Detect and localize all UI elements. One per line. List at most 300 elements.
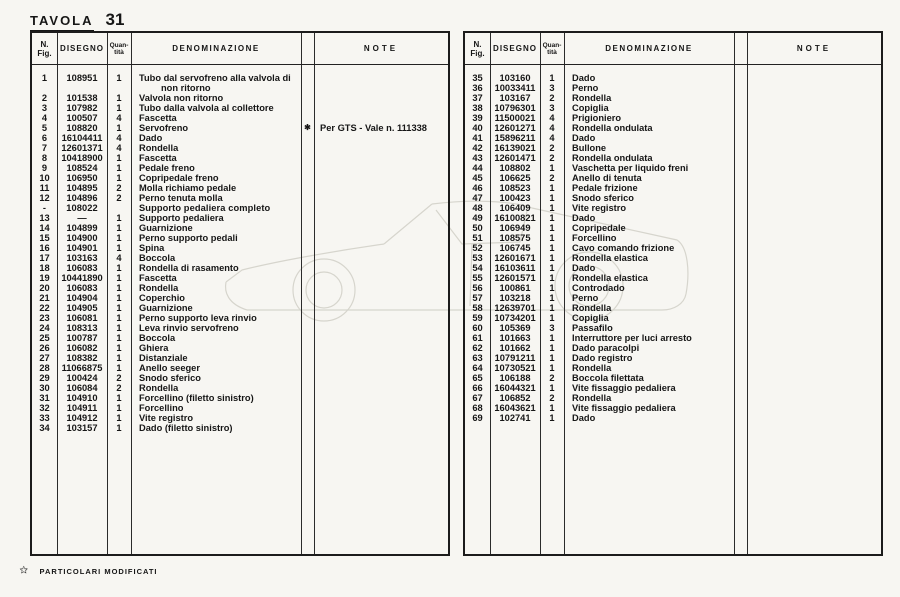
note-cell xyxy=(747,243,881,253)
disegno-cell: 101538 xyxy=(66,93,98,103)
qty-cell: 1 xyxy=(116,263,122,273)
table-row xyxy=(32,403,448,413)
header-disegno: DISEGNO xyxy=(60,44,104,53)
table-row xyxy=(465,143,881,153)
qty-cell: 1 xyxy=(549,263,555,273)
denominazione-cell: Interruttore per luci arresto xyxy=(572,333,692,343)
table-row xyxy=(465,223,881,233)
note-cell xyxy=(314,253,448,263)
table-row xyxy=(465,233,881,243)
qty-cell: 2 xyxy=(549,153,555,163)
note-cell xyxy=(747,413,881,423)
table-row xyxy=(32,163,448,173)
fig-cell: 30 xyxy=(39,383,50,393)
disegno-cell: 103160 xyxy=(499,73,531,83)
disegno-cell: 100507 xyxy=(66,113,98,123)
note-marker-cell xyxy=(301,113,314,123)
note-marker-cell xyxy=(734,163,747,173)
note-cell xyxy=(314,363,448,373)
qty-cell: 3 xyxy=(549,323,555,333)
denominazione-cell: Passafilo xyxy=(572,323,613,333)
qty-cell: 1 xyxy=(549,333,555,343)
qty-cell: 1 xyxy=(549,383,555,393)
fig-cell: 49 xyxy=(472,213,483,223)
parts-table-right xyxy=(463,31,883,556)
fig-cell: 63 xyxy=(472,353,483,363)
table-row xyxy=(465,263,881,273)
note-marker-cell xyxy=(734,403,747,413)
note-cell xyxy=(747,93,881,103)
fig-cell: 24 xyxy=(39,323,50,333)
disegno-cell: 106084 xyxy=(66,383,98,393)
fig-cell: 38 xyxy=(472,103,483,113)
disegno-cell: 12601671 xyxy=(494,253,536,263)
table-row xyxy=(32,133,448,143)
table-row xyxy=(32,393,448,403)
disegno-cell: 104895 xyxy=(66,183,98,193)
table-row xyxy=(465,403,881,413)
footnote-text: PARTICOLARI MODIFICATI xyxy=(39,567,158,576)
fig-cell: 65 xyxy=(472,373,483,383)
note-marker-cell xyxy=(734,233,747,243)
qty-cell: 1 xyxy=(549,213,555,223)
disegno-cell: 12601271 xyxy=(494,123,536,133)
fig-cell: 22 xyxy=(39,303,50,313)
note-marker-cell xyxy=(734,343,747,353)
denominazione-cell: Dado xyxy=(572,263,596,273)
fig-cell: 39 xyxy=(472,113,483,123)
header-disegno: DISEGNO xyxy=(493,44,537,53)
table-row xyxy=(32,243,448,253)
fig-cell: 36 xyxy=(472,83,483,93)
table-row xyxy=(465,243,881,253)
note-cell xyxy=(314,193,448,203)
denominazione-cell: Valvola non ritorno xyxy=(139,93,224,103)
qty-cell: 4 xyxy=(116,143,122,153)
fig-cell: 51 xyxy=(472,233,483,243)
denominazione-cell: Cavo comando frizione xyxy=(572,243,675,253)
disegno-cell: 104910 xyxy=(66,393,98,403)
qty-cell: 1 xyxy=(116,303,122,313)
note-cell xyxy=(314,153,448,163)
disegno-cell: 10791211 xyxy=(494,353,536,363)
table-row xyxy=(32,203,448,213)
fig-cell: 41 xyxy=(472,133,483,143)
disegno-cell: 106082 xyxy=(66,343,98,353)
note-cell xyxy=(314,183,448,193)
disegno-cell: 10796301 xyxy=(494,103,536,113)
denominazione-cell: Rondella di rasamento xyxy=(139,263,239,273)
fig-cell: 45 xyxy=(472,173,483,183)
fig-cell: - xyxy=(42,203,47,213)
note-cell xyxy=(747,323,881,333)
fig-cell: 15 xyxy=(39,233,50,243)
note-marker-cell xyxy=(734,253,747,263)
qty-cell: 1 xyxy=(116,103,122,113)
table-row xyxy=(32,353,448,363)
disegno-cell: 16104411 xyxy=(61,133,103,143)
note-marker-cell xyxy=(301,163,314,173)
note-marker-cell xyxy=(301,383,314,393)
table-row xyxy=(465,193,881,203)
note-marker-cell xyxy=(734,303,747,313)
note-cell xyxy=(314,343,448,353)
disegno-cell: 100787 xyxy=(66,333,98,343)
note-marker-cell: ✱ xyxy=(304,123,311,132)
disegno-cell: 108575 xyxy=(499,233,531,243)
note-cell xyxy=(747,183,881,193)
qty-cell: 1 xyxy=(116,323,122,333)
note-cell xyxy=(314,163,448,173)
disegno-cell: 102741 xyxy=(499,413,531,423)
note-cell xyxy=(314,413,448,423)
disegno-cell: 103163 xyxy=(66,253,98,263)
note-marker-cell xyxy=(734,83,747,93)
disegno-cell: 103157 xyxy=(66,423,98,433)
note-cell xyxy=(747,123,881,133)
note-marker-cell xyxy=(734,73,747,83)
denominazione-cell: Rondella xyxy=(139,143,179,153)
qty-cell: 1 xyxy=(116,233,122,243)
table-row xyxy=(32,223,448,233)
qty-cell: 1 xyxy=(116,393,122,403)
denominazione-cell: Fascetta xyxy=(139,113,177,123)
fig-cell: 57 xyxy=(472,293,483,303)
note-cell xyxy=(747,213,881,223)
table-row xyxy=(32,73,448,93)
table-row xyxy=(465,213,881,223)
denominazione-cell: Rondella xyxy=(139,383,179,393)
denominazione-cell: Rondella elastica xyxy=(572,253,648,263)
qty-cell: 1 xyxy=(116,173,122,183)
header-quantita: Quan- tità xyxy=(109,41,129,56)
note-marker-cell xyxy=(734,263,747,273)
qty-cell: 2 xyxy=(116,193,122,203)
header-quantita: Quan- tità xyxy=(542,41,562,56)
qty-cell: 4 xyxy=(549,123,555,133)
disegno-cell: 104905 xyxy=(66,303,98,313)
qty-cell: 1 xyxy=(549,363,555,373)
note-cell xyxy=(747,143,881,153)
note-cell xyxy=(747,343,881,353)
table-row xyxy=(32,293,448,303)
fig-cell: 53 xyxy=(472,253,483,263)
disegno-cell: 107982 xyxy=(66,103,98,113)
qty-cell: 1 xyxy=(549,163,555,173)
denominazione-cell: Guarnizione xyxy=(139,223,193,233)
disegno-cell: 106188 xyxy=(499,373,531,383)
disegno-cell: 108951 xyxy=(66,73,98,83)
note-cell xyxy=(314,133,448,143)
table-row xyxy=(32,413,448,423)
denominazione-cell: Forcellino (filetto sinistro) xyxy=(139,393,254,403)
denominazione-cell: Anello seeger xyxy=(139,363,200,373)
note-marker-cell xyxy=(301,213,314,223)
fig-cell: 59 xyxy=(472,313,483,323)
disegno-cell: 105369 xyxy=(499,323,531,333)
fig-cell: 31 xyxy=(39,393,50,403)
note-marker-cell xyxy=(301,193,314,203)
qty-cell: 2 xyxy=(549,393,555,403)
table-row xyxy=(465,303,881,313)
table-row xyxy=(32,383,448,393)
fig-cell: 69 xyxy=(472,413,483,423)
note-cell xyxy=(314,283,448,293)
table-row xyxy=(465,253,881,263)
table-row xyxy=(32,273,448,283)
table-row xyxy=(32,343,448,353)
disegno-cell: 11066875 xyxy=(61,363,103,373)
note-cell xyxy=(747,383,881,393)
qty-cell: 1 xyxy=(549,223,555,233)
fig-cell: 25 xyxy=(39,333,50,343)
disegno-cell: 101663 xyxy=(499,333,531,343)
denominazione-cell: Dado (filetto sinistro) xyxy=(139,423,233,433)
note-cell xyxy=(314,383,448,393)
note-marker-cell xyxy=(734,283,747,293)
fig-cell: 66 xyxy=(472,383,483,393)
note-cell xyxy=(314,263,448,273)
note-cell xyxy=(314,203,448,213)
fig-cell: 16 xyxy=(39,243,50,253)
note-marker-cell xyxy=(301,323,314,333)
note-marker-cell xyxy=(301,403,314,413)
note-cell xyxy=(747,133,881,143)
note-marker-cell xyxy=(734,313,747,323)
qty-cell: 1 xyxy=(549,413,555,423)
header-fig: N. Fig. xyxy=(470,39,485,58)
table-row xyxy=(465,103,881,113)
fig-cell: 20 xyxy=(39,283,50,293)
note-marker-cell xyxy=(734,173,747,183)
disegno-cell: 100424 xyxy=(66,373,98,383)
note-cell xyxy=(747,193,881,203)
fig-cell: 10 xyxy=(39,173,50,183)
fig-cell: 18 xyxy=(39,263,50,273)
disegno-cell: 106083 xyxy=(66,283,98,293)
fig-cell: 62 xyxy=(472,343,483,353)
qty-cell: 4 xyxy=(116,253,122,263)
qty-cell: 1 xyxy=(116,353,122,363)
qty-cell: 1 xyxy=(116,313,122,323)
note-marker-cell xyxy=(734,193,747,203)
table-row xyxy=(32,113,448,123)
note-marker-cell xyxy=(301,313,314,323)
fig-cell: 14 xyxy=(39,223,50,233)
note-marker-cell xyxy=(301,223,314,233)
denominazione-cell: Anello di tenuta xyxy=(572,173,642,183)
table-row xyxy=(32,103,448,113)
qty-cell: 1 xyxy=(116,413,122,423)
fig-cell: 68 xyxy=(472,403,483,413)
qty-cell: 2 xyxy=(549,93,555,103)
note-cell xyxy=(747,173,881,183)
table-row xyxy=(465,183,881,193)
disegno-cell: 16043621 xyxy=(494,403,536,413)
note-cell xyxy=(747,83,881,93)
fig-cell: 3 xyxy=(41,103,48,113)
disegno-cell: 10734201 xyxy=(494,313,536,323)
qty-cell: 1 xyxy=(549,403,555,413)
disegno-cell: 100423 xyxy=(499,193,531,203)
note-marker-cell xyxy=(301,203,314,213)
disegno-cell: 103218 xyxy=(499,293,531,303)
note-cell xyxy=(314,333,448,343)
qty-cell: 1 xyxy=(116,123,122,133)
denominazione-cell: Snodo sferico xyxy=(139,373,201,383)
disegno-cell: 101662 xyxy=(499,343,531,353)
denominazione-cell: Pedale frizione xyxy=(572,183,638,193)
fig-cell: 61 xyxy=(472,333,483,343)
denominazione-cell: Snodo sferico xyxy=(572,193,634,203)
denominazione-cell: Supporto pedaliera completo xyxy=(139,203,271,213)
note-cell xyxy=(314,293,448,303)
table-row xyxy=(465,313,881,323)
note-cell xyxy=(314,403,448,413)
note-marker-cell xyxy=(301,283,314,293)
note-marker-cell xyxy=(301,423,314,433)
note-marker-cell xyxy=(734,213,747,223)
fig-cell: 33 xyxy=(39,413,50,423)
denominazione-cell: Dado xyxy=(572,133,596,143)
note-cell xyxy=(747,73,881,83)
disegno-cell: 106852 xyxy=(499,393,531,403)
denominazione-cell: Rondella xyxy=(572,93,612,103)
table-row xyxy=(32,303,448,313)
denominazione-cell: Copiglia xyxy=(572,313,609,323)
note-marker-cell xyxy=(734,293,747,303)
disegno-cell: 106949 xyxy=(499,223,531,233)
qty-cell: 1 xyxy=(116,423,122,433)
denominazione-cell: Perno supporto leva rinvio xyxy=(139,313,257,323)
disegno-cell: 106625 xyxy=(499,173,531,183)
denominazione-cell: Forcellino xyxy=(572,233,617,243)
qty-cell: 1 xyxy=(549,233,555,243)
qty-cell: 1 xyxy=(549,353,555,363)
note-marker-cell xyxy=(734,143,747,153)
denominazione-cell: Forcellino xyxy=(139,403,184,413)
table-row xyxy=(465,363,881,373)
qty-cell: 3 xyxy=(549,83,555,93)
disegno-cell: 108313 xyxy=(66,323,98,333)
disegno-cell: 108022 xyxy=(66,203,98,213)
denominazione-cell: Perno supporto pedali xyxy=(139,233,238,243)
disegno-cell: 103167 xyxy=(499,93,531,103)
denominazione-cell: Bullone xyxy=(572,143,607,153)
denominazione-cell: Vite registro xyxy=(572,203,627,213)
header-note: NOTE xyxy=(363,44,399,53)
note-cell xyxy=(314,113,448,123)
table-row xyxy=(32,283,448,293)
table-row xyxy=(32,253,448,263)
denominazione-cell: Ghiera xyxy=(139,343,169,353)
table-row xyxy=(465,353,881,363)
note-cell xyxy=(314,223,448,233)
fig-cell: 56 xyxy=(472,283,483,293)
note-marker-cell xyxy=(301,303,314,313)
denominazione-cell: Coperchio xyxy=(139,293,185,303)
note-cell xyxy=(314,353,448,363)
note-marker-cell xyxy=(301,183,314,193)
denominazione-cell: Vite fissaggio pedaliera xyxy=(572,383,676,393)
page-title xyxy=(30,10,124,30)
note-marker-cell xyxy=(301,243,314,253)
table-row xyxy=(32,363,448,373)
disegno-cell: 12639701 xyxy=(494,303,536,313)
note-cell xyxy=(314,423,448,433)
table-row xyxy=(465,123,881,133)
modified-part-star-icon: ✩ xyxy=(20,565,28,575)
disegno-cell: 106745 xyxy=(499,243,531,253)
fig-cell: 5 xyxy=(41,123,48,133)
table-row xyxy=(465,273,881,283)
note-marker-cell xyxy=(734,353,747,363)
fig-cell: 48 xyxy=(472,203,483,213)
disegno-cell: 12601471 xyxy=(494,153,536,163)
note-marker-cell xyxy=(734,413,747,423)
table-row xyxy=(465,113,881,123)
note-cell xyxy=(747,313,881,323)
qty-cell: 2 xyxy=(549,173,555,183)
note-marker-cell xyxy=(301,363,314,373)
qty-cell: 1 xyxy=(116,73,122,83)
denominazione-cell: Guarnizione xyxy=(139,303,193,313)
table-row xyxy=(32,143,448,153)
fig-cell: 1 xyxy=(41,73,48,83)
fig-cell: 42 xyxy=(472,143,483,153)
table-header xyxy=(32,33,448,65)
table-row xyxy=(32,233,448,243)
table-row xyxy=(32,263,448,273)
table-row xyxy=(32,93,448,103)
note-cell xyxy=(747,373,881,383)
fig-cell: 28 xyxy=(39,363,50,373)
fig-cell: 2 xyxy=(41,93,48,103)
denominazione-cell: Rondella ondulata xyxy=(572,123,653,133)
qty-cell: 1 xyxy=(116,363,122,373)
table-row xyxy=(32,173,448,183)
fig-cell: 54 xyxy=(472,263,483,273)
note-marker-cell xyxy=(301,73,314,93)
denominazione-cell: Copiglia xyxy=(572,103,609,113)
qty-cell: 1 xyxy=(549,273,555,283)
note-cell xyxy=(747,223,881,233)
qty-cell: 2 xyxy=(549,143,555,153)
note-cell xyxy=(747,363,881,373)
qty-cell: 1 xyxy=(116,153,122,163)
table-row xyxy=(465,333,881,343)
note-marker-cell xyxy=(301,103,314,113)
fig-cell: 43 xyxy=(472,153,483,163)
qty-cell: 1 xyxy=(549,313,555,323)
note-cell xyxy=(314,73,448,93)
fig-cell: 26 xyxy=(39,343,50,353)
fig-cell: 52 xyxy=(472,243,483,253)
note-marker-cell xyxy=(301,253,314,263)
disegno-cell: 16100821 xyxy=(494,213,536,223)
disegno-cell: 104904 xyxy=(66,293,98,303)
qty-cell: 1 xyxy=(116,243,122,253)
note-cell xyxy=(314,323,448,333)
denominazione-cell: Dado xyxy=(572,413,596,423)
qty-cell: 1 xyxy=(116,333,122,343)
denominazione-cell: Tubo dal servofreno alla valvola di non ritorno xyxy=(139,73,291,93)
table-row xyxy=(465,173,881,183)
table-row xyxy=(465,293,881,303)
disegno-cell: 10033411 xyxy=(494,83,536,93)
note-cell xyxy=(747,393,881,403)
note-marker-cell xyxy=(301,143,314,153)
